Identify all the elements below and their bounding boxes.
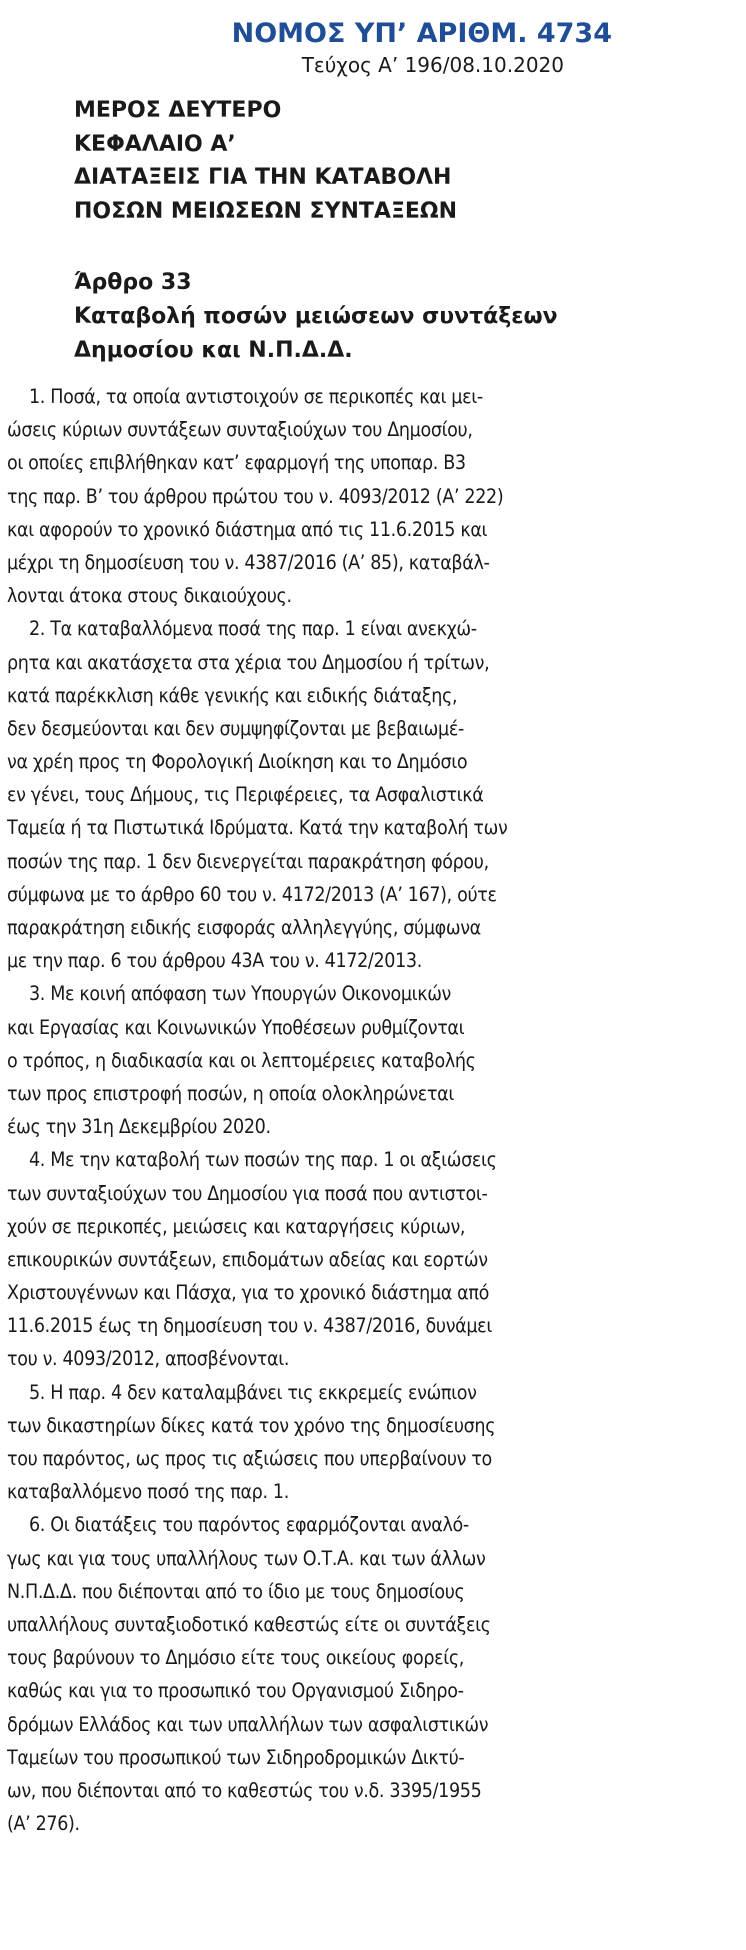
paragraph-line: 6. Οι διατάξεις του παρόντος εφαρμόζονται αναλό-: [29, 1513, 469, 1537]
paragraph-line: ποσών της παρ. 1 δεν διενεργείται παρακράτηση φόρου,: [7, 849, 489, 873]
paragraph-line: 2. Τα καταβαλλόμενα ποσά της παρ. 1 είναι ανεκχώ-: [29, 617, 477, 641]
paragraph-line: ώσεις κύριων συντάξεων συνταξιούχων του Δημοσίου,: [7, 418, 473, 442]
paragraph-4: [7, 1143, 681, 1375]
paragraph-line: καταβαλλόμενο ποσό της παρ. 1.: [7, 1480, 289, 1504]
paragraph-line: των προς επιστροφή ποσών, η οποία ολοκληρώνεται: [7, 1081, 454, 1105]
paragraph-line: οι οποίες επιβλήθηκαν κατ’ εφαρμογή της υποπαρ. Β3: [7, 451, 466, 475]
paragraph-line: και αφορούν το χρονικό διάστημα από τις 11.6.2015 και: [7, 517, 488, 541]
paragraph-3: [7, 977, 681, 1143]
paragraph-line: 5. Η παρ. 4 δεν καταλαμβάνει τις εκκρεμείς ενώπιον: [29, 1380, 477, 1404]
paragraph-2: [7, 612, 681, 977]
paragraph-line: κατά παρέκκλιση κάθε γενικής και ειδικής διάταξης,: [7, 683, 458, 707]
article-number: Άρθρο 33: [74, 270, 192, 295]
paragraph-line: χούν σε περικοπές, μειώσεις και καταργήσεις κύριων,: [7, 1214, 466, 1238]
paragraph-line: ρητα και ακατάσχετα στα χέρια του Δημοσίου ή τρίτων,: [7, 650, 490, 674]
gazette-issue: Τεύχος Α’ 196/08.10.2020: [301, 53, 564, 77]
chapter-title-line: ΠΟΣΩΝ ΜΕΙΩΣΕΩΝ ΣΥΝΤΑΞΕΩΝ: [74, 198, 458, 224]
paragraph-line: Χριστουγέννων και Πάσχα, για το χρονικό διάστημα από: [7, 1281, 489, 1305]
paragraph-line: των δικαστηρίων δίκες κατά τον χρόνο της δημοσίευσης: [7, 1413, 496, 1437]
paragraph-line: να χρέη προς τη Φορολογική Διοίκηση και το Δημόσιο: [7, 750, 468, 774]
paragraph-line: Ν.Π.Δ.Δ. που διέπονται από το ίδιο με τους δημοσίους: [7, 1579, 465, 1603]
paragraph-line: με την παρ. 6 του άρθρου 43Α του ν. 4172/2013.: [7, 949, 422, 973]
paragraph-line: ο τρόπος, η διαδικασία και οι λεπτομέρειες καταβολής: [7, 1048, 476, 1072]
article-heading: [74, 266, 558, 368]
paragraph-line: εν γένει, τους Δήμους, τις Περιφέρειες, τα Ασφαλιστικά: [7, 783, 484, 807]
section-headings: [74, 94, 457, 228]
paragraph-line: έως την 31η Δεκεμβρίου 2020.: [7, 1115, 271, 1139]
paragraph-line: υπαλλήλους συνταξιοδοτικό καθεστώς είτε οι συντάξεις: [7, 1612, 491, 1636]
paragraph-line: γως και για τους υπαλλήλους των Ο.Τ.Α. και των άλλων: [7, 1546, 486, 1570]
paragraph-line: σύμφωνα με το άρθρο 60 του ν. 4172/2013 (Α’ 167), ούτε: [7, 882, 497, 906]
paragraph-line: και Εργασίας και Κοινωνικών Υποθέσεων ρυθμίζονται: [7, 1015, 465, 1039]
law-title: ΝΟΜΟΣ ΥΠ’ ΑΡΙΘΜ. 4734: [231, 18, 612, 49]
paragraph-line: 4. Με την καταβολή των ποσών της παρ. 1 οι αξιώσεις: [29, 1148, 497, 1172]
paragraph-line: επικουρικών συντάξεων, επιδομάτων αδείας και εορτών: [7, 1247, 488, 1271]
paragraph-line: Ταμεία ή τα Πιστωτικά Ιδρύματα. Κατά την καταβολή των: [7, 816, 508, 840]
law-header: [0, 16, 612, 78]
paragraph-line: δεν δεσμεύονται και δεν συμψηφίζονται με βεβαιωμέ-: [7, 716, 464, 740]
article-body: [7, 380, 681, 1840]
paragraph-line: Ταμείων του προσωπικού των Σιδηροδρομικών Δικτύ-: [7, 1745, 465, 1769]
paragraph-line: δρόμων Ελλάδος και των υπαλλήλων των ασφαλιστικών: [7, 1712, 489, 1736]
paragraph-line: ων, που διέπονται από το καθεστώς του ν.δ. 3395/1955: [7, 1778, 482, 1802]
paragraph-line: λονται άτοκα στους δικαιούχους.: [7, 584, 292, 608]
article-title-line: Καταβολή ποσών μειώσεων συντάξεων: [74, 304, 558, 329]
paragraph-line: καθώς και για το προσωπικό του Οργανισμού Σιδηρο-: [7, 1679, 464, 1703]
paragraph-line: 1. Ποσά, τα οποία αντιστοιχούν σε περικοπές και μει-: [29, 385, 483, 408]
chapter-heading: ΚΕΦΑΛΑΙΟ Α’: [74, 131, 236, 157]
paragraph-line: του ν. 4093/2012, αποσβένονται.: [7, 1347, 290, 1371]
part-heading: ΜΕΡΟΣ ΔΕΥΤΕΡΟ: [74, 98, 282, 123]
paragraph-line: 11.6.2015 έως τη δημοσίευση του ν. 4387/2016, δυνάμει: [7, 1314, 492, 1338]
chapter-title-line: ΔΙΑΤΑΞΕΙΣ ΓΙΑ ΤΗΝ ΚΑΤΑΒΟΛΗ: [74, 165, 452, 190]
article-title-line: Δημοσίου και Ν.Π.Δ.Δ.: [74, 338, 353, 363]
paragraph-line: παρακράτηση ειδικής εισφοράς αλληλεγγύης, σύμφωνα: [7, 916, 481, 939]
paragraph-line: μέχρι τη δημοσίευση του ν. 4387/2016 (Α’ 85), καταβάλ-: [7, 550, 490, 574]
paragraph-line: 3. Με κοινή απόφαση των Υπουργών Οικονομικών: [29, 982, 451, 1006]
paragraph-line: (Α’ 276).: [7, 1812, 80, 1836]
paragraph-1: [7, 380, 681, 612]
paragraph-line: της παρ. Β’ του άρθρου πρώτου του ν. 4093/2012 (Α’ 222): [7, 484, 504, 508]
paragraph-line: του παρόντος, ως προς τις αξιώσεις που υπερβαίνουν το: [7, 1447, 492, 1470]
paragraph-5: [7, 1376, 681, 1509]
paragraph-6: [7, 1508, 681, 1840]
paragraph-line: των συνταξιούχων του Δημοσίου για ποσά που αντιστοι-: [7, 1181, 488, 1205]
paragraph-line: τους βαρύνουν το Δημόσιο είτε τους οικείους φορείς,: [7, 1646, 464, 1670]
